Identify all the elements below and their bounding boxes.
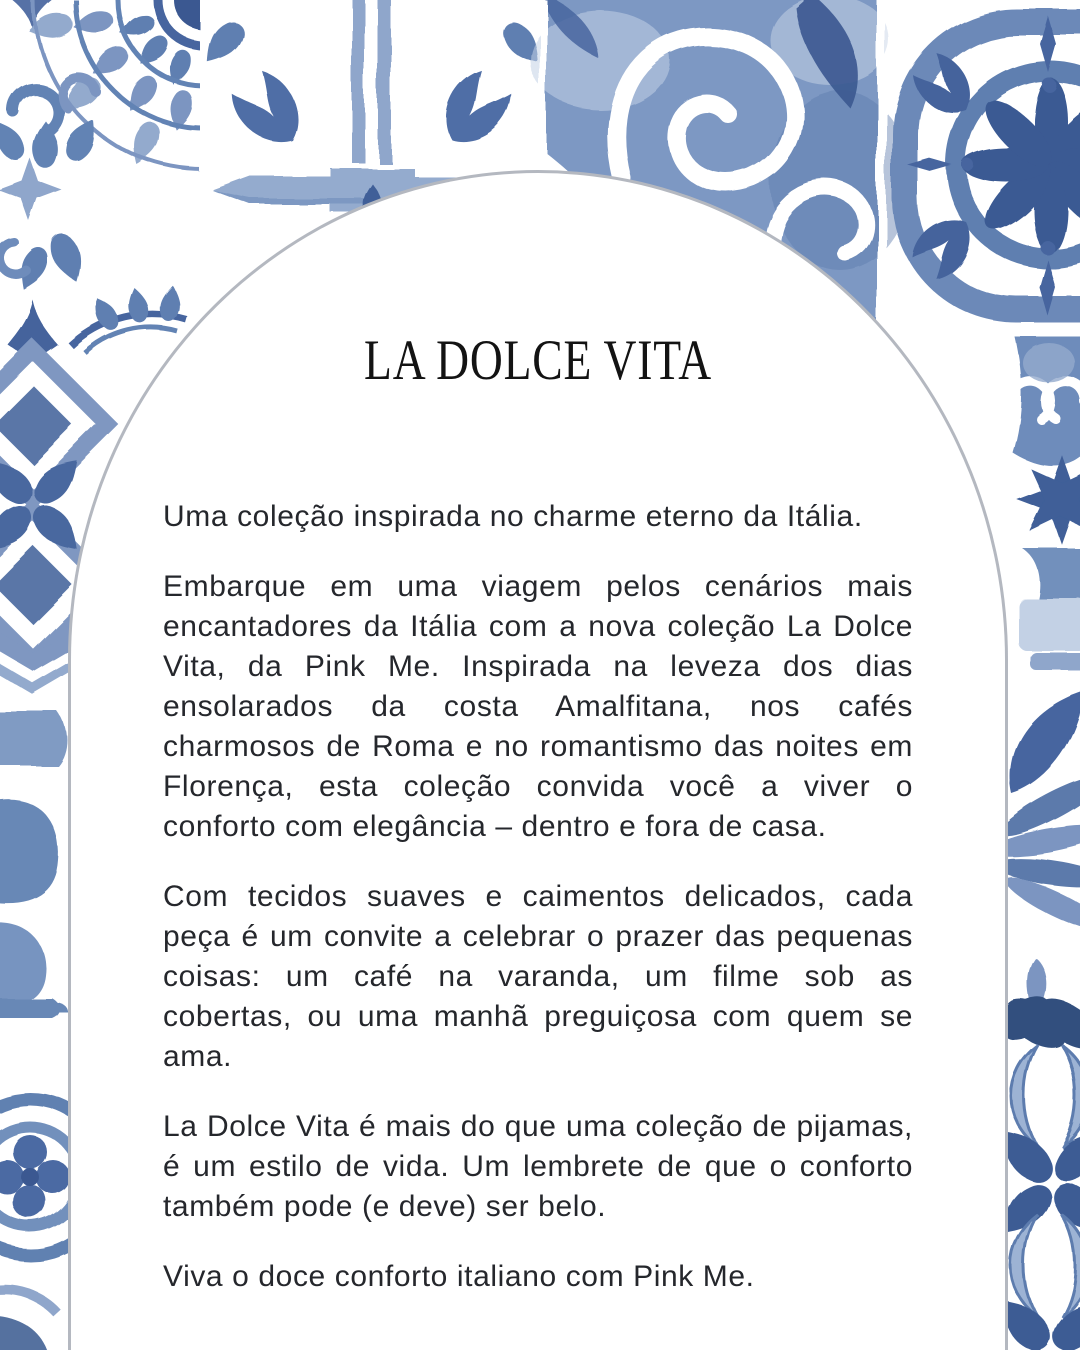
tile-left-wash-strip (0, 712, 68, 1018)
arch-content (71, 173, 1005, 1297)
body-text (163, 497, 913, 1297)
paragraph-intro: Uma coleção inspirada no charme eterno da Itália. (163, 500, 863, 533)
paragraph-lifestyle: La Dolce Vita é mais do que uma coleção de pijamas, é um estilo de vida. Um lembrete de que o conforto também pode (e deve) ser belo. (163, 1110, 913, 1223)
paragraph-fabrics: Com tecidos suaves e caimentos delicados, cada peça é um convite a celebrar o prazer das pequenas coisas: um café na varanda, um filme sob as cobertas, ou uma manhã preguiçosa com quem se ama. (163, 880, 913, 1073)
collection-title: LA DOLCE VITA (364, 329, 712, 392)
tile-baluster-strip (999, 336, 1080, 620)
arch-panel (68, 170, 1008, 1350)
paragraph-journey: Embarque em uma viagem pelos cenários mais encantadores da Itália com a nova coleção La Dolce Vita, da Pink Me. Inspirada na leveza dos dias ensolarados da costa Amalfitana, nos cafés charmosos de Roma e no romantismo das noites em Florença, esta coleção convida você a viver o conforto com elegância – dentro e fora de casa. (163, 570, 913, 843)
paragraph-closing: Viva o doce conforto italiano com Pink Me. (163, 1260, 755, 1293)
